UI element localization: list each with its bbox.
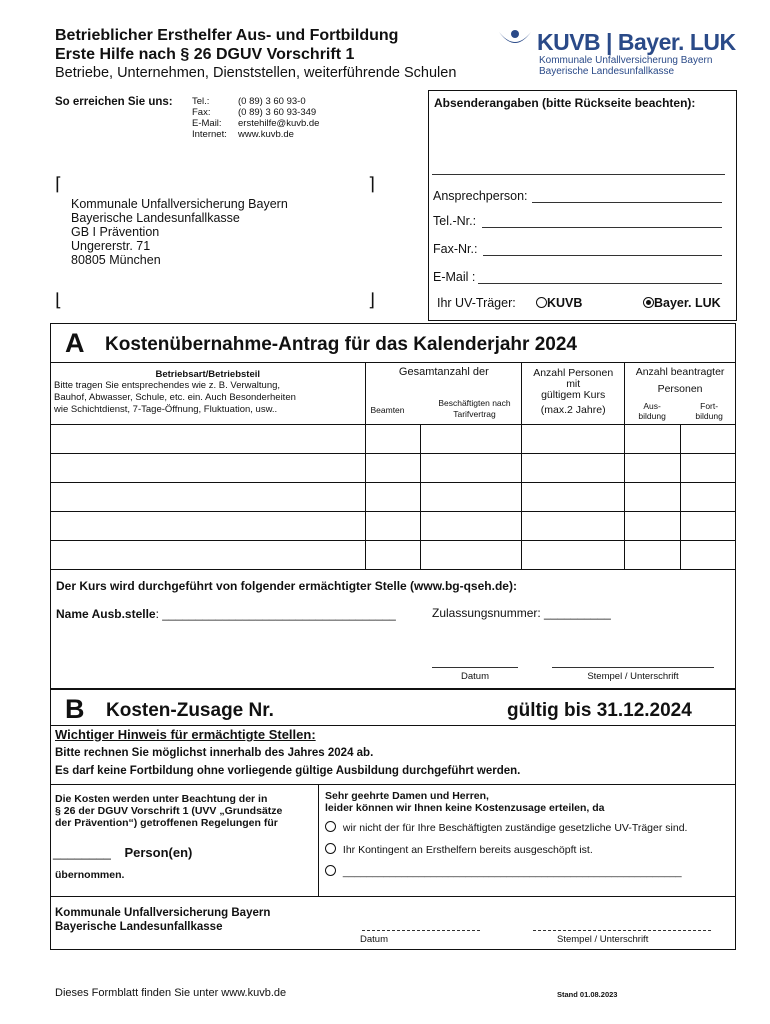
table-row[interactable] bbox=[51, 454, 736, 483]
footer-version: Stand 01.08.2023 bbox=[557, 990, 618, 999]
section-b-letter: B bbox=[65, 694, 85, 724]
contact-keys: Tel.: Fax: E-Mail: Internet: bbox=[192, 96, 227, 140]
address-corner-bl: ⌊ bbox=[55, 290, 63, 310]
contact-label: So erreichen Sie uns: bbox=[55, 96, 173, 108]
address-corner-tl: ⌈ bbox=[55, 174, 63, 194]
hint-line-2: Es darf keine Fortbildung ohne vorliegende gültige Ausbildung durchgeführt werden. bbox=[55, 765, 521, 777]
table-row[interactable] bbox=[51, 483, 736, 512]
taken-over-text: übernommen. bbox=[55, 869, 125, 881]
section-a-letter: A bbox=[65, 328, 85, 358]
col-gesamt-header: Gesamtanzahl der Beamten Beschäftigten nach Tarifvertrag bbox=[366, 363, 522, 425]
uv-traeger-label: Ihr UV-Träger: bbox=[437, 296, 516, 310]
sender-box bbox=[428, 90, 737, 321]
sender-title: Absenderangaben (bitte Rückseite beachten): bbox=[434, 96, 696, 110]
col-anzahl-header: Anzahl Personen mit gültigem Kurs (max.2 Jahre) bbox=[522, 363, 625, 425]
form-subtitle: Betriebe, Unternehmen, Dienststellen, weiterführende Schulen bbox=[55, 65, 457, 81]
address-corner-br: ⌋ bbox=[368, 290, 376, 310]
kuvb-logo-icon bbox=[497, 28, 533, 52]
kuvb-radio-icon[interactable] bbox=[536, 297, 547, 308]
option-kuvb[interactable]: KUVB bbox=[536, 296, 582, 310]
sender-fax-field[interactable] bbox=[483, 255, 722, 256]
date-line-a[interactable] bbox=[432, 667, 518, 668]
table-row[interactable] bbox=[51, 541, 736, 570]
footer-website-note: Dieses Formblatt finden Sie unter www.kuvb.de bbox=[55, 987, 287, 999]
section-a-title: Kostenübernahme-Antrag für das Kalenderjahr 2024 bbox=[105, 334, 577, 355]
rejection-intro: Sehr geehrte Damen und Herren, leider können wir Ihnen keine Kostenzusage erteilen, da bbox=[325, 790, 605, 814]
section-b-divider bbox=[50, 725, 736, 726]
logo-subline: Kommunale Unfallversicherung Bayern Bayerische Landesunfallkasse bbox=[539, 55, 713, 77]
logo-brand: KUVB | Bayer. LUK bbox=[537, 29, 736, 55]
option-bayer-luk[interactable]: Bayer. LUK bbox=[643, 296, 721, 310]
issuer-organisation: Kommunale Unfallversicherung Bayern Bayerische Landesunfallkasse bbox=[55, 907, 271, 933]
col-betriebsart-header: Betriebsart/Betriebsteil Bitte tragen Sie entsprechendes wie z. B. Verwaltung, Bauhof, Abwasser, Schule, etc. ein. Auch Besonderheiten wie Schichtdienst, 7-Tage-Öffnung, Fluktuation, usw.. bbox=[51, 363, 366, 425]
section-b-column-divider bbox=[318, 784, 319, 896]
table-row[interactable] bbox=[51, 425, 736, 454]
date-label-b: Datum bbox=[360, 934, 388, 945]
hint-line-1: Bitte rechnen Sie möglichst innerhalb des Jahres 2024 ab. bbox=[55, 747, 374, 759]
approval-number-field[interactable]: Zulassungsnummer: __________ bbox=[432, 606, 611, 620]
course-provider-text: Der Kurs wird durchgeführt von folgender ermächtigter Stelle (www.bg-qseh.de): bbox=[56, 579, 517, 593]
reason-option-3[interactable]: __________________________________________________________ bbox=[325, 865, 682, 878]
reason-option-1[interactable]: wir nicht der für Ihre Beschäftigten zuständige gesetzliche UV-Träger sind. bbox=[325, 821, 687, 834]
contact-person-label: Ansprechperson: bbox=[433, 189, 528, 203]
sender-fax-label: Fax-Nr.: bbox=[433, 242, 478, 256]
section-b-title: Kosten-Zusage Nr. bbox=[106, 700, 274, 721]
cost-acceptance-text: Die Kosten werden unter Beachtung der in § 26 der DGUV Vorschrift 1 (UVV „Grundsätze der Prävention“) getroffenen Regelungen für bbox=[55, 793, 283, 829]
training-center-name-field[interactable]: Name Ausb.stelle: ___________________________________ bbox=[56, 607, 396, 621]
signature-label-a: Stempel / Unterschrift bbox=[587, 671, 679, 682]
col-beantragt-header: Anzahl beantragter Personen Aus- bildung Fort- bildung bbox=[625, 363, 736, 425]
sender-email-field[interactable] bbox=[478, 283, 722, 284]
signature-line-b[interactable] bbox=[533, 930, 711, 931]
request-table bbox=[50, 362, 736, 570]
reason-1-radio-icon[interactable] bbox=[325, 821, 336, 832]
table-row[interactable] bbox=[51, 512, 736, 541]
sender-tel-field[interactable] bbox=[482, 227, 722, 228]
address-corner-tr: ⌉ bbox=[368, 174, 376, 194]
sender-tel-label: Tel.-Nr.: bbox=[433, 214, 477, 228]
persons-count-field[interactable]: ________ Person(en) bbox=[53, 845, 193, 860]
reason-3-radio-icon[interactable] bbox=[325, 865, 336, 876]
luk-radio-icon[interactable] bbox=[643, 297, 654, 308]
reason-option-2[interactable]: Ihr Kontingent an Ersthelfern bereits ausgeschöpft ist. bbox=[325, 843, 593, 856]
signature-label-b: Stempel / Unterschrift bbox=[557, 934, 649, 945]
sender-email-label: E-Mail : bbox=[433, 270, 476, 284]
contact-values: (0 89) 3 60 93-0 (0 89) 3 60 93-349 erstehilfe@kuvb.de www.kuvb.de bbox=[238, 96, 320, 140]
date-label-a: Datum bbox=[461, 671, 489, 682]
validity-text: gültig bis 31.12.2024 bbox=[507, 700, 692, 721]
section-b-bottom-divider bbox=[50, 896, 736, 897]
recipient-address: Kommunale Unfallversicherung Bayern Bayerische Landesunfallkasse GB I Prävention Ungererstr. 71 80805 München bbox=[71, 197, 288, 267]
signature-line-a[interactable] bbox=[552, 667, 714, 668]
contact-person-field[interactable] bbox=[532, 202, 722, 203]
hint-title: Wichtiger Hinweis für ermächtigte Stellen: bbox=[55, 727, 316, 742]
reason-2-radio-icon[interactable] bbox=[325, 843, 336, 854]
date-line-b[interactable] bbox=[362, 930, 480, 931]
section-b-inner-divider bbox=[50, 784, 736, 785]
sender-name-line[interactable] bbox=[432, 174, 725, 175]
form-title: Betrieblicher Ersthelfer Aus- und Fortbildung Erste Hilfe nach § 26 DGUV Vorschrift 1 bbox=[55, 27, 399, 63]
